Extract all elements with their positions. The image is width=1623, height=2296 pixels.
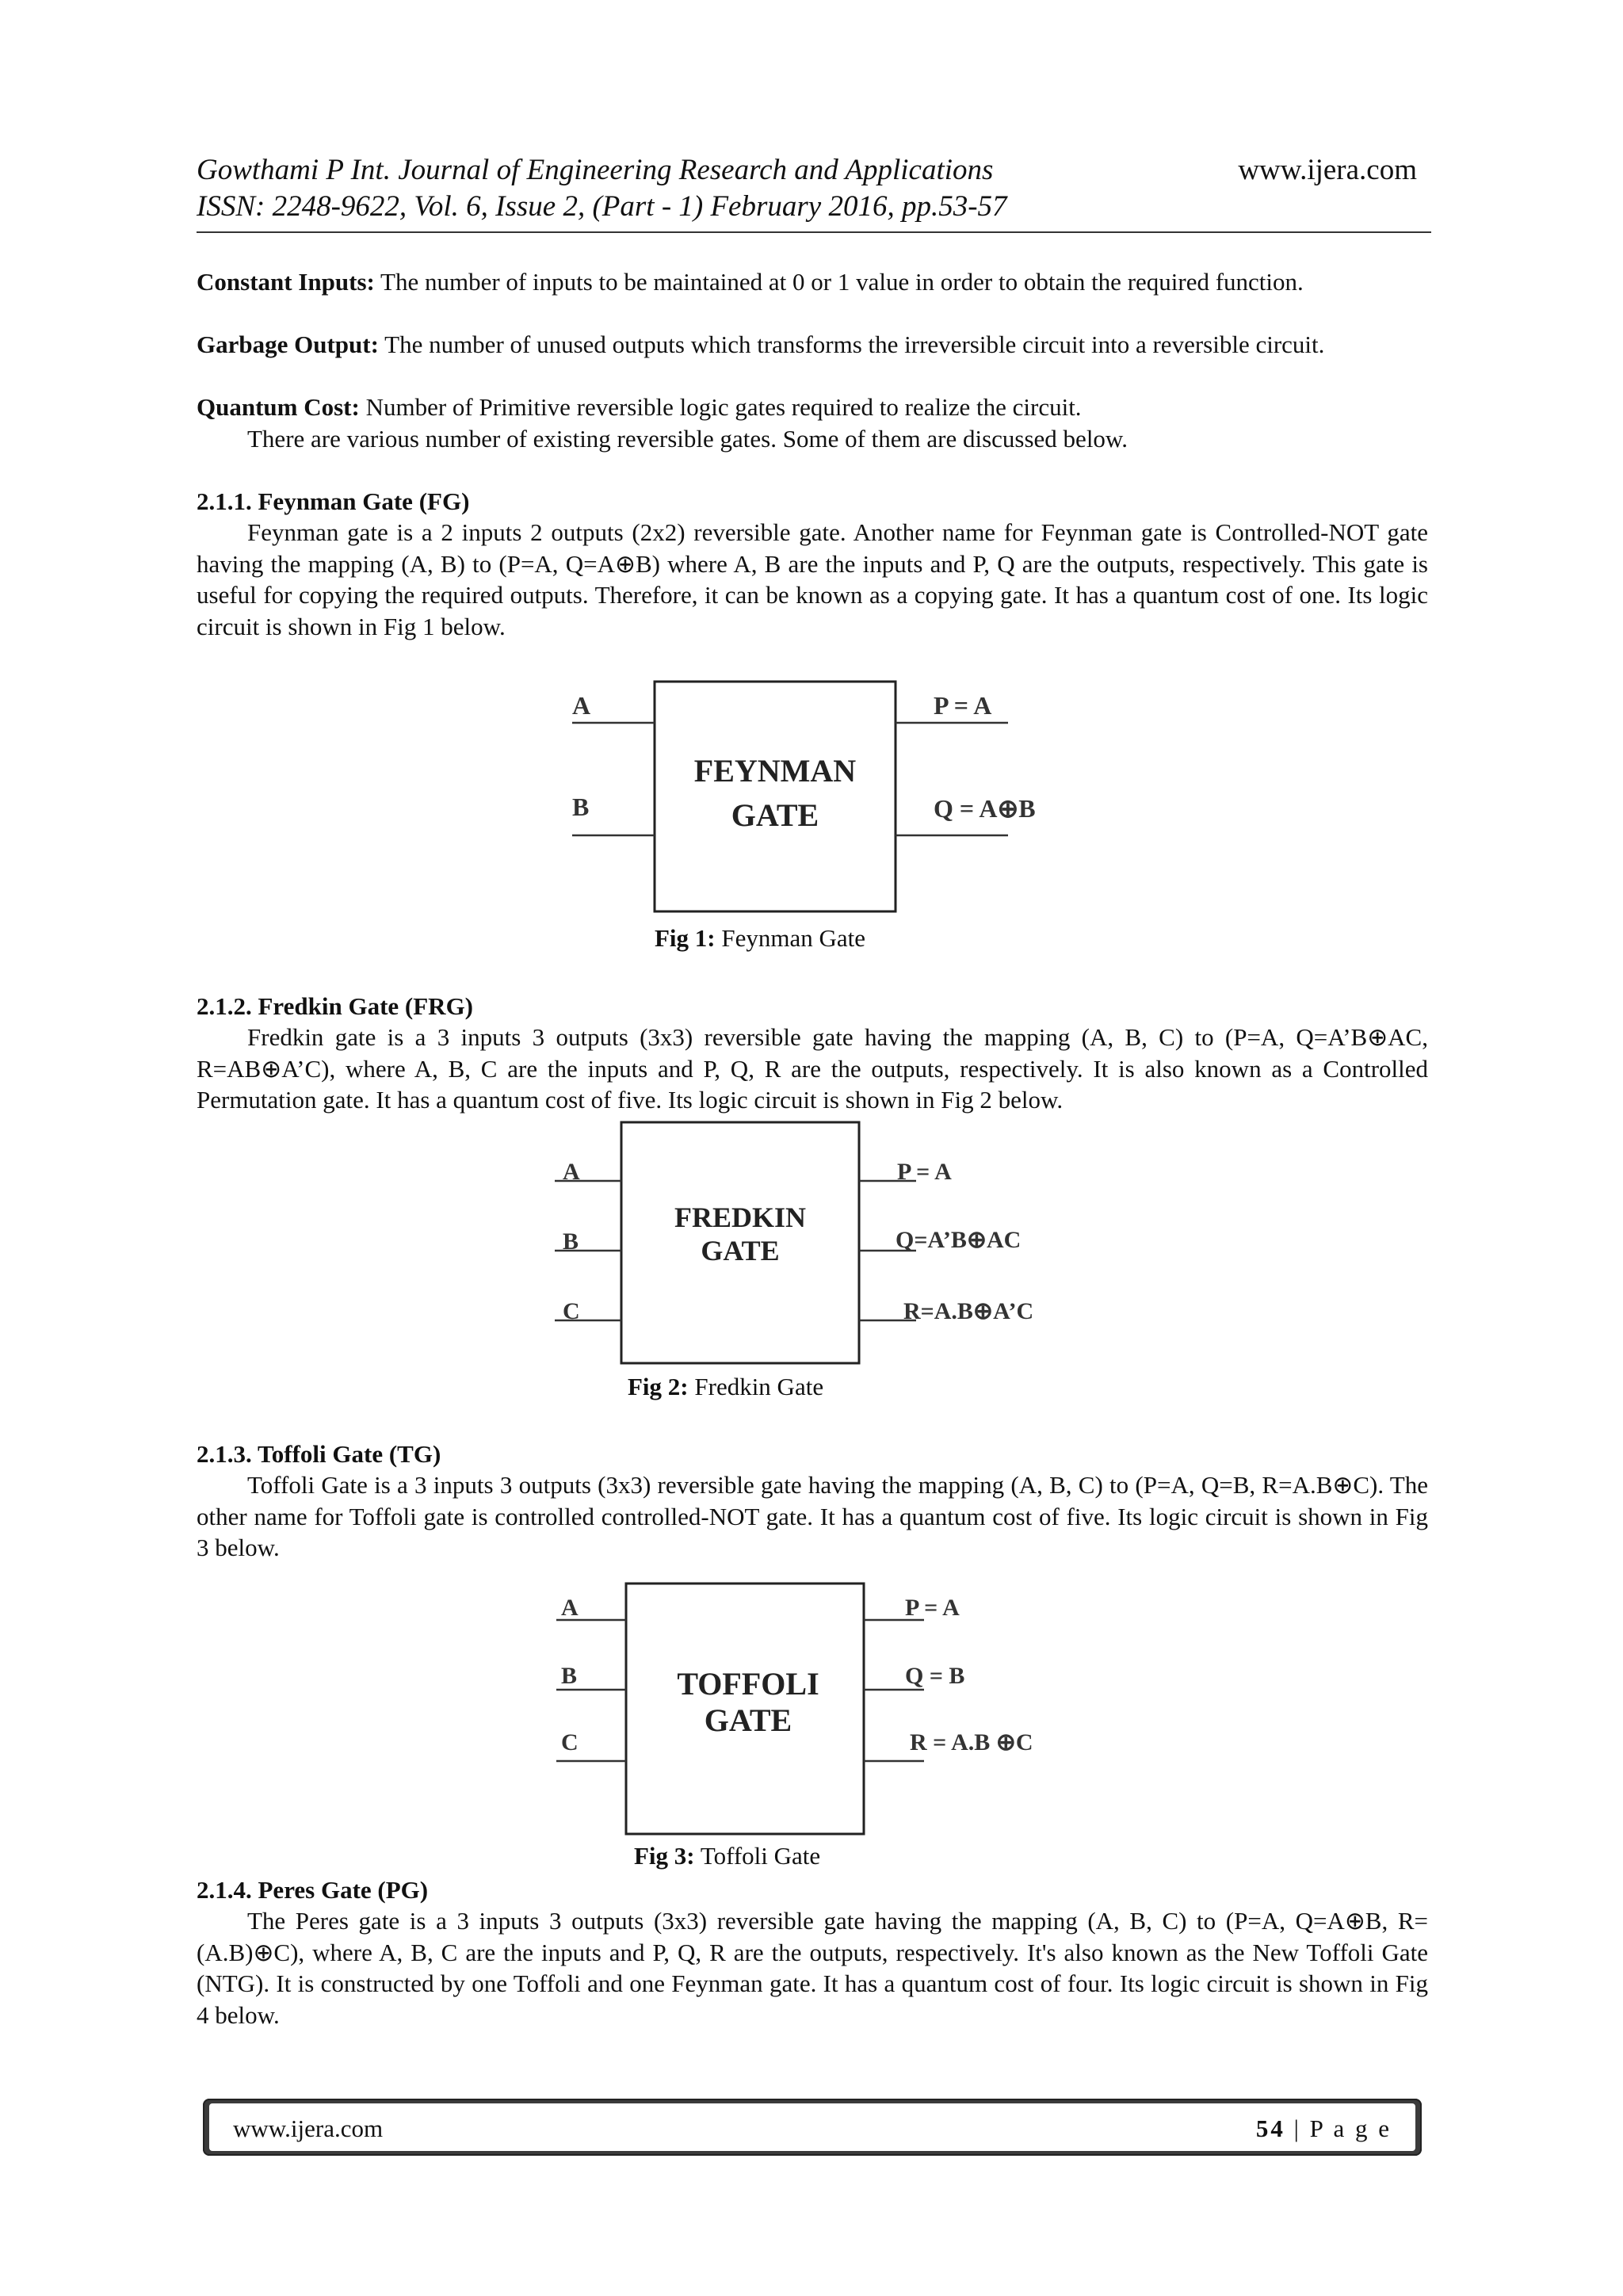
fig2-caption xyxy=(628,1373,823,1401)
gate-name-line2: GATE xyxy=(701,1235,780,1266)
output-label-r: R=A.B⊕A’C xyxy=(903,1298,1034,1324)
input-label-b: B xyxy=(561,1663,578,1689)
pg-paragraph: The Peres gate is a 3 inputs 3 outputs (3x3) reversible gate having the mapping (A, B, C) to (P=A, Q=A⊕B, R= (A.B)⊕C), where A, B, C are the inputs and P, Q, R are the outputs, respectively. It's also known as the New Toffoli Gate (NTG). It is constructed by one Toffoli and one Feynman gate. It has a quantum cost of four. Its logic circuit is shown in Fig 4 below. xyxy=(197,1907,1428,2029)
page-header xyxy=(197,152,1431,225)
issn-line: ISSN: 2248-9622, Vol. 6, Issue 2, (Part - 1) February 2016, pp.53-57 xyxy=(197,190,1007,223)
constant-term: Constant Inputs: xyxy=(197,268,375,296)
fig2-caption-text: Fredkin Gate xyxy=(688,1373,824,1400)
garbage-output-def xyxy=(197,329,1428,361)
gate-box xyxy=(655,682,896,911)
fig1-caption-label: Fig 1: xyxy=(655,924,716,952)
header-rule xyxy=(197,231,1431,233)
page-number: 54 xyxy=(1255,2115,1285,2142)
page-footer xyxy=(203,2099,1422,2156)
output-label-q: Q = A⊕B xyxy=(934,794,1036,823)
footer-page xyxy=(1256,2115,1392,2143)
fredkin-gate-diagram xyxy=(552,1117,1090,1406)
gate-name-line1: FREDKIN xyxy=(674,1201,807,1233)
output-label-p: P = A xyxy=(934,691,992,720)
input-label-a: A xyxy=(563,1159,580,1185)
constant-text: The number of inputs to be maintained at 0 or 1 value in order to obtain the required function. xyxy=(374,268,1304,296)
quantum-text: Number of Primitive reversible logic gates required to realize the circuit. xyxy=(359,393,1082,421)
fig1-caption-text: Feynman Gate xyxy=(715,924,866,952)
section-heading-frg: 2.1.2. Fredkin Gate (FRG) xyxy=(197,992,474,1020)
fig3-caption-label: Fig 3: xyxy=(634,1842,695,1870)
output-label-q: Q = B xyxy=(905,1663,965,1689)
output-label-p: P = A xyxy=(897,1159,952,1185)
section-heading-pg: 2.1.4. Peres Gate (PG) xyxy=(197,1876,429,1904)
input-label-a: A xyxy=(572,691,591,720)
input-label-c: C xyxy=(561,1729,579,1755)
fig1-caption xyxy=(655,924,865,953)
section-heading-tg: 2.1.3. Toffoli Gate (TG) xyxy=(197,1440,441,1468)
header-site: www.ijera.com xyxy=(1238,154,1417,186)
input-label-b: B xyxy=(572,793,590,821)
fig3-caption xyxy=(634,1842,820,1870)
section-heading-fg: 2.1.1. Feynman Gate (FG) xyxy=(197,487,470,515)
gate-name-line2: GATE xyxy=(704,1702,792,1738)
feynman-gate-diagram xyxy=(564,678,1071,926)
garbage-text: The number of unused outputs which transforms the irreversible circuit into a reversible circuit. xyxy=(378,330,1325,358)
fig3-caption-text: Toffoli Gate xyxy=(694,1842,821,1870)
gate-name-line1: FEYNMAN xyxy=(693,753,857,789)
page-label: | P a g e xyxy=(1285,2115,1392,2142)
input-label-b: B xyxy=(563,1228,579,1255)
journal-line xyxy=(197,152,1431,189)
output-label-p: P = A xyxy=(905,1595,960,1621)
fg-paragraph: Feynman gate is a 2 inputs 2 outputs (2x2) reversible gate. Another name for Feynman gate is Controlled-NOT gate having the mapping (A, B) to (P=A, Q=A⊕B) where A, B are the inputs and P, Q are the outputs, respectively. This gate is useful for copying the required outputs. Therefore, it can be known as a copying gate. It has a quantum cost of one. Its logic circuit is shown in Fig 1 below. xyxy=(197,518,1428,640)
quantum-cost-def xyxy=(197,392,1428,423)
footer-inner xyxy=(209,2103,1415,2151)
journal-title: Gowthami P Int. Journal of Engineering Research and Applications xyxy=(197,154,994,186)
intro-paragraph: There are various number of existing reversible gates. Some of them are discussed below. xyxy=(247,425,1128,453)
output-label-q: Q=A’B⊕AC xyxy=(896,1227,1022,1253)
fig2-caption-label: Fig 2: xyxy=(628,1373,689,1400)
gate-name-line1: TOFFOLI xyxy=(677,1666,819,1702)
quantum-term: Quantum Cost: xyxy=(197,393,360,421)
tg-paragraph: Toffoli Gate is a 3 inputs 3 outputs (3x3) reversible gate having the mapping (A, B, C) to (P=A, Q=B, R=A.B⊕C). The other name for Toffoli gate is controlled controlled-NOT gate. It has a quantum cost of five. Its logic circuit is shown in Fig 3 below. xyxy=(197,1471,1428,1561)
output-label-r: R = A.B ⊕C xyxy=(910,1729,1033,1755)
gate-name-line2: GATE xyxy=(731,797,819,833)
footer-site: www.ijera.com xyxy=(233,2115,384,2142)
constant-inputs-def xyxy=(197,266,1428,298)
garbage-term: Garbage Output: xyxy=(197,330,379,358)
input-label-c: C xyxy=(563,1298,580,1324)
input-label-a: A xyxy=(561,1595,579,1621)
frg-paragraph: Fredkin gate is a 3 inputs 3 outputs (3x3) reversible gate having the mapping (A, B, C) to (P=A, Q=A’B⊕AC, R=AB⊕A’C), where A, B, C are the inputs and P, Q, R are the outputs, respectively. It is also known as a Controlled Permutation gate. It has a quantum cost of five. Its logic circuit is shown in Fig 2 below. xyxy=(197,1023,1428,1114)
toffoli-gate-diagram xyxy=(552,1580,1090,1842)
